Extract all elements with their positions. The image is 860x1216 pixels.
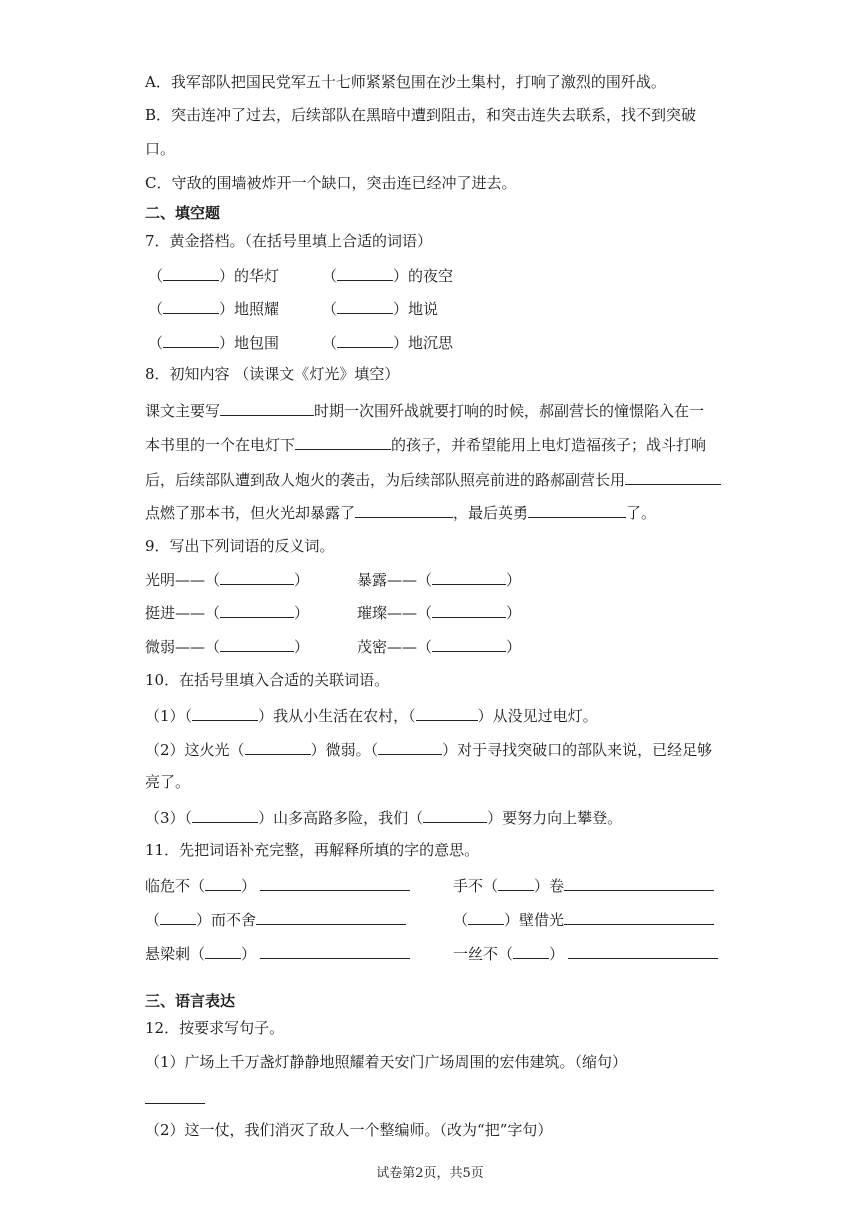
answer-blank[interactable] xyxy=(192,704,258,721)
q8-paragraph-line: 课文主要写 时期一次围歼战就要打响的时候，郝副营长的憧憬陷入在一 xyxy=(145,399,704,421)
q11-stem: 11．先把词语补充完整，再解释所填的字的意思。 xyxy=(145,841,480,859)
q9-item: 茂密——（ ） xyxy=(357,635,521,657)
q9-item: 挺进——（ ） xyxy=(145,601,309,623)
q11-item: 一丝不（ ） xyxy=(453,942,718,964)
q6-option-a: A．我军部队把国民党军五十七师紧紧包围在沙土集村，打响了激烈的围歼战。 xyxy=(145,73,666,91)
answer-blank[interactable] xyxy=(220,601,294,618)
q7-item: （ ）的夜空 xyxy=(322,264,453,286)
explanation-blank[interactable] xyxy=(564,908,714,925)
explanation-blank[interactable] xyxy=(256,908,406,925)
q8-paragraph-line: 点燃了那本书，但火光却暴露了 ，最后英勇 了。 xyxy=(145,501,656,523)
answer-blank[interactable] xyxy=(355,501,453,518)
q12-sentence-2: （2）这一仗，我们消灭了敌人一个整编师。（改为“把”字句） xyxy=(145,1121,553,1139)
answer-blank[interactable] xyxy=(528,501,626,518)
answer-blank[interactable] xyxy=(337,264,393,281)
q12-stem: 12．按要求写句子。 xyxy=(145,1019,285,1037)
q9-stem: 9．写出下列词语的反义词。 xyxy=(145,537,335,555)
q6-option-c: C．守敌的围墙被炸开一个缺口，突击连已经冲了进去。 xyxy=(145,174,517,192)
q11-item: 悬梁刺（ ） xyxy=(145,942,410,964)
q10-sentence-2: （2）这火光（ ）微弱。（ ）对于寻找突破口的部队来说，已经足够 xyxy=(145,738,712,760)
answer-blank[interactable] xyxy=(498,874,534,891)
answer-blank[interactable] xyxy=(378,738,442,755)
answer-blank[interactable] xyxy=(468,908,504,925)
answer-blank[interactable] xyxy=(192,806,258,823)
q10-stem: 10．在括号里填入合适的关联词语。 xyxy=(145,671,390,689)
explanation-blank[interactable] xyxy=(564,874,714,891)
q9-item: 暴露——（ ） xyxy=(357,568,521,590)
answer-blank[interactable] xyxy=(163,264,219,281)
q10-sentence-1: （1）（ ）我从小生活在农村，（ ）从没见过电灯。 xyxy=(145,704,598,726)
answer-blank[interactable] xyxy=(163,297,219,314)
answer-blank[interactable] xyxy=(625,468,721,485)
answer-blank[interactable] xyxy=(220,568,294,585)
q12-sentence-1: （1）广场上千万盏灯静静地照耀着天安门广场周围的宏伟建筑。（缩句） xyxy=(145,1053,628,1071)
answer-blank[interactable] xyxy=(163,331,219,348)
q6-option-b-continued: 口。 xyxy=(145,140,176,158)
q11-item: （ ）壁借光 xyxy=(453,908,714,930)
answer-blank[interactable] xyxy=(432,635,506,652)
answer-blank[interactable] xyxy=(416,704,478,721)
q10-sentence-3: （3）（ ）山多高路多险，我们（ ）要努力向上攀登。 xyxy=(145,806,622,828)
q7-item: （ ）地照耀 xyxy=(148,297,279,319)
q11-item: 临危不（ ） xyxy=(145,874,410,896)
q11-item: （ ）而不舍 xyxy=(145,908,406,930)
section-heading-language-expression: 三、语言表达 xyxy=(145,992,236,1010)
answer-blank[interactable] xyxy=(205,942,241,959)
answer-blank[interactable] xyxy=(337,297,393,314)
q7-item: （ ）地包围 xyxy=(148,331,279,353)
q7-item: （ ）地说 xyxy=(322,297,438,319)
answer-blank[interactable] xyxy=(220,399,314,416)
answer-blank[interactable] xyxy=(245,738,311,755)
q10-sentence-2-continued: 亮了。 xyxy=(145,773,191,791)
q7-item: （ ）地沉思 xyxy=(322,331,453,353)
q8-paragraph-line: 本书里的一个在电灯下 的孩子，并希望能用上电灯造福孩子；战斗打响 xyxy=(145,433,706,455)
answer-blank[interactable] xyxy=(513,942,549,959)
q8-stem: 8．初知内容 （读课文《灯光》填空） xyxy=(145,365,400,383)
answer-blank[interactable] xyxy=(205,874,241,891)
q9-item: 光明——（ ） xyxy=(145,568,309,590)
answer-blank[interactable] xyxy=(423,806,487,823)
q6-option-b: B．突击连冲了过去，后续部队在黑暗中遭到阻击，和突击连失去联系，找不到突破 xyxy=(145,106,697,124)
answer-blank[interactable] xyxy=(220,635,294,652)
q9-item: 微弱——（ ） xyxy=(145,635,309,657)
answer-blank[interactable] xyxy=(160,908,196,925)
q8-paragraph-line: 后，后续部队遭到敌人炮火的袭击，为后续部队照亮前进的路郝副营长用 xyxy=(145,468,721,490)
answer-line[interactable] xyxy=(145,1103,205,1104)
q11-item: 手不（ ）卷 xyxy=(453,874,714,896)
q9-item: 璀璨——（ ） xyxy=(357,601,521,623)
answer-blank[interactable] xyxy=(295,433,391,450)
q7-item: （ ）的华灯 xyxy=(148,264,279,286)
q7-stem: 7．黄金搭档。（在括号里填上合适的词语） xyxy=(145,232,433,250)
section-heading-fill-in: 二、填空题 xyxy=(145,204,221,222)
explanation-blank[interactable] xyxy=(260,942,410,959)
answer-blank[interactable] xyxy=(337,331,393,348)
page-footer: 试卷第2页，共5页 xyxy=(376,1166,484,1181)
explanation-blank[interactable] xyxy=(568,942,718,959)
answer-blank[interactable] xyxy=(432,568,506,585)
explanation-blank[interactable] xyxy=(260,874,410,891)
answer-blank[interactable] xyxy=(432,601,506,618)
